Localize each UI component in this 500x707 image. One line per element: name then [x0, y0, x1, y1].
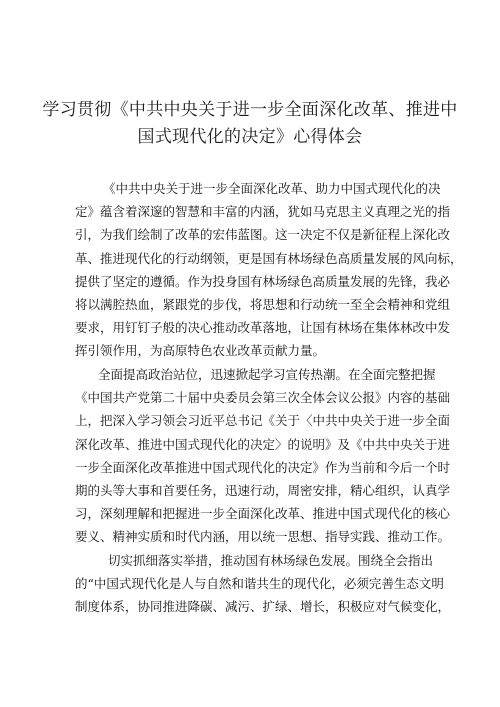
paragraph-2-line-4: 深化改革、推进中国式现代化的决定〉的说明》及《中共中央关于进	[75, 437, 451, 452]
paragraph-2-line-1: 全面提高政治站位，迅速掀起学习宣传热潮。在全面完整把握	[98, 367, 436, 382]
document-title-line-1: 学习贯彻《中共中央关于进一步全面深化改革、推进中	[42, 100, 458, 120]
paragraph-1-line-5: 提供了坚定的遵循。作为投身国有林场绿色高质量发展的先锋，我必	[75, 274, 451, 289]
paragraph-2-line-6: 期的头等大事和首要任务，迅速行动，周密安排，精心组织，认真学	[75, 483, 451, 498]
paragraph-3-line-3: 制度体系，协同推进降碳、减污、扩绿、增长，积极应对气候变化，	[75, 599, 451, 614]
paragraph-1-line-3: 引，为我们绘制了改革的宏伟蓝图。这一决定不仅是新征程上深化改	[75, 227, 451, 242]
paragraph-2-line-8: 要义、精神实质和时代内涵，用以统一思想、指导实践、推动工作。	[75, 529, 451, 544]
paragraph-2-line-7: 习，深刻理解和把握进一步全面深化改革、推进中国式现代化的核心	[75, 506, 451, 521]
paragraph-2-line-5: 一步全面深化改革推进中国式现代化的决定》作为当前和今后一个时	[75, 460, 451, 475]
paragraph-1-line-8: 挥引领作用，为高原特色农业改革贡献力量。	[75, 343, 326, 358]
paragraph-1-line-4: 革、推进现代化的行动纲领，更是国有林场绿色高质量发展的风向标，	[75, 251, 463, 266]
paragraph-2-line-2: 《中国共产党第二十届中央委员会第三次全体会议公报》内容的基础	[75, 390, 451, 405]
paragraph-1-line-1: 《中共中央关于进一步全面深化改革、助力中国式现代化的决	[103, 181, 441, 196]
document-title-line-2: 国式现代化的决定》心得体会	[137, 127, 363, 147]
paragraph-1-line-6: 将以满腔热血，紧跟党的步伐，将思想和行动统一至全会精神和党组	[75, 297, 451, 312]
paragraph-1-line-2: 定》蕴含着深邃的智慧和丰富的内涵，犹如马克思主义真理之光的指	[75, 204, 451, 219]
paragraph-3-line-2: 的“中国式现代化是人与自然和谐共生的现代化，必须完善生态文明	[75, 576, 444, 591]
paragraph-1-line-7: 要求，用钉钉子般的决心推动改革落地，让国有林场在集体林改中发	[75, 320, 451, 335]
paragraph-2-line-3: 上，把深入学习领会习近平总书记《关于〈中共中央关于进一步全面	[75, 413, 451, 428]
paragraph-3-line-1: 切实抓细落实举措，推动国有林场绿色发展。围绕全会指出	[108, 553, 434, 568]
